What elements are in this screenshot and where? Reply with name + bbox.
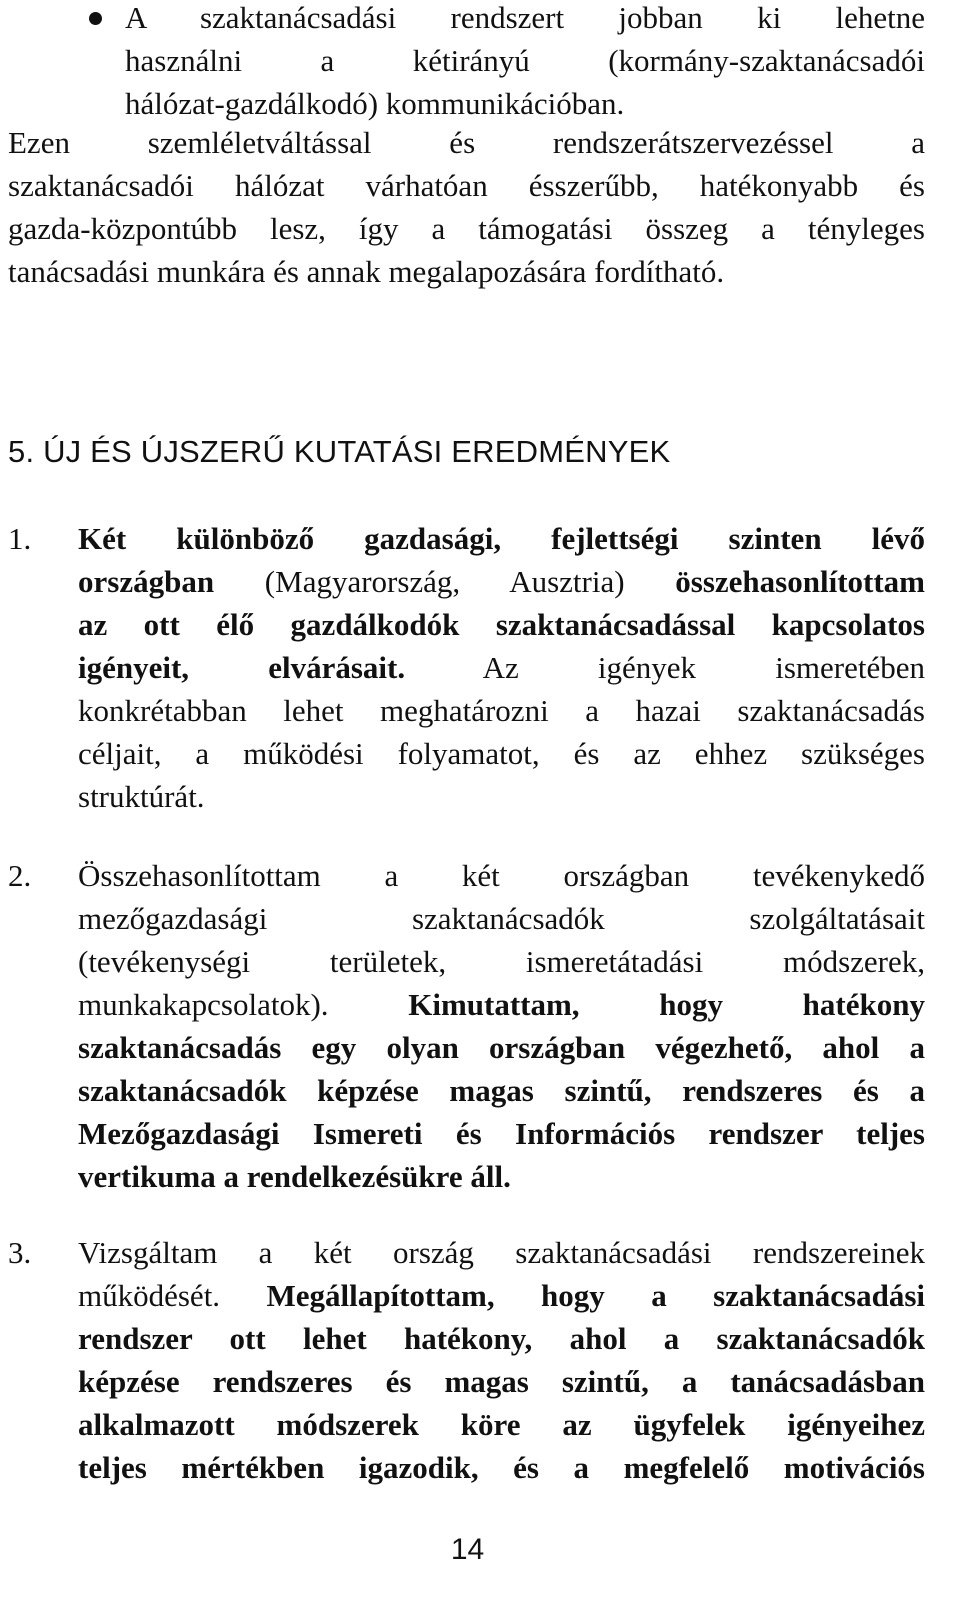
bold-text: szaktanácsadók képzése magas szintű, rendszeres és a [78,1073,925,1108]
text-line [78,646,925,689]
bold-text: igényeit, elvárásait. [78,650,406,685]
text-line: Vizsgáltam a két ország szaktanácsadási rendszereinek [78,1235,925,1270]
text-line [78,517,925,560]
text-line [78,1274,925,1317]
text-line [78,983,925,1026]
bold-text: Megállapítottam, hogy a szaktanácsadási [220,1278,925,1313]
continuation-paragraph [8,121,925,293]
bold-text: alkalmazott módszerek köre az ügyfelek igényeihez [78,1407,925,1442]
text-line: konkrétabban lehet meghatározni a hazai szaktanácsadás [78,693,925,728]
normal-text: Az igények ismeretében [405,650,925,685]
text-line: (tevékenységi területek, ismeretátadási módszerek, [78,944,925,979]
text-line: struktúrát. [78,779,205,814]
bold-text: képzése rendszeres és magas szintű, a tanácsadásban [78,1364,925,1399]
text-line [78,560,925,603]
text-line: használni a kétirányú (kormány-szaktanácsadói [125,43,925,78]
list-item-3 [78,1231,925,1489]
text-line [78,603,925,646]
list-number: 1. [8,521,32,556]
list-item-1 [78,517,925,818]
bold-text: Mezőgazdasági Ismereti és Információs rendszer teljes [78,1116,925,1151]
list-number: 2. [8,858,32,893]
bullet-paragraph [125,0,925,125]
bold-text: szaktanácsadás egy olyan országban végezhető, ahol a [78,1030,925,1065]
text-line: Összehasonlítottam a két országban tevékenykedő [78,858,925,893]
list-item-2 [78,854,925,1198]
bold-text: teljes mértékben igazodik, és a megfelelő motivációs [78,1450,925,1485]
text-line: gazda-központúbb lesz, így a támogatási összeg a tényleges [8,211,925,246]
text-line: tanácsadási munkára és annak megalapozására fordítható. [8,254,725,289]
bold-text: országban [78,564,215,599]
bold-text: Két különböző gazdasági, fejlettségi szinten lévő [78,521,925,556]
text-line [78,1069,925,1112]
section-heading: 5. ÚJ ÉS ÚJSZERŰ KUTATÁSI EREDMÉNYEK [8,434,671,469]
text-line [78,1112,925,1155]
text-line: Ezen szemléletváltással és rendszerátszervezéssel a [8,125,925,160]
text-line: szaktanácsadói hálózat várhatóan ésszerűbb, hatékonyabb és [8,168,925,203]
text-line: hálózat-gazdálkodó) kommunikációban. [125,86,625,121]
normal-text: munkakapcsolatok). [78,987,329,1022]
list-number: 3. [8,1235,32,1270]
bullet-dot-icon [89,12,102,25]
bold-text: az ott élő gazdálkodók szaktanácsadással kapcsolatos [78,607,925,642]
text-line: mezőgazdasági szaktanácsadók szolgáltatásait [78,901,925,936]
bold-text: összehasonlítottam [675,564,925,599]
text-line [78,1155,925,1198]
bold-text: vertikuma a rendelkezésükre áll. [78,1159,511,1194]
bold-text: Kimutattam, hogy hatékony [328,987,925,1022]
text-line [78,1403,925,1446]
bold-text: rendszer ott lehet hatékony, ahol a szaktanácsadók [78,1321,925,1356]
text-line [78,1360,925,1403]
text-line: céljait, a működési folyamatot, és az ehhez szükséges [78,736,925,771]
text-line [78,1317,925,1360]
normal-text: működését. [78,1278,221,1313]
text-line [78,1446,925,1489]
page-number: 14 [450,1533,485,1566]
text-line: A szaktanácsadási rendszert jobban ki lehetne [125,0,925,35]
text-line [78,1026,925,1069]
normal-text: (Magyarország, Ausztria) [214,564,676,599]
